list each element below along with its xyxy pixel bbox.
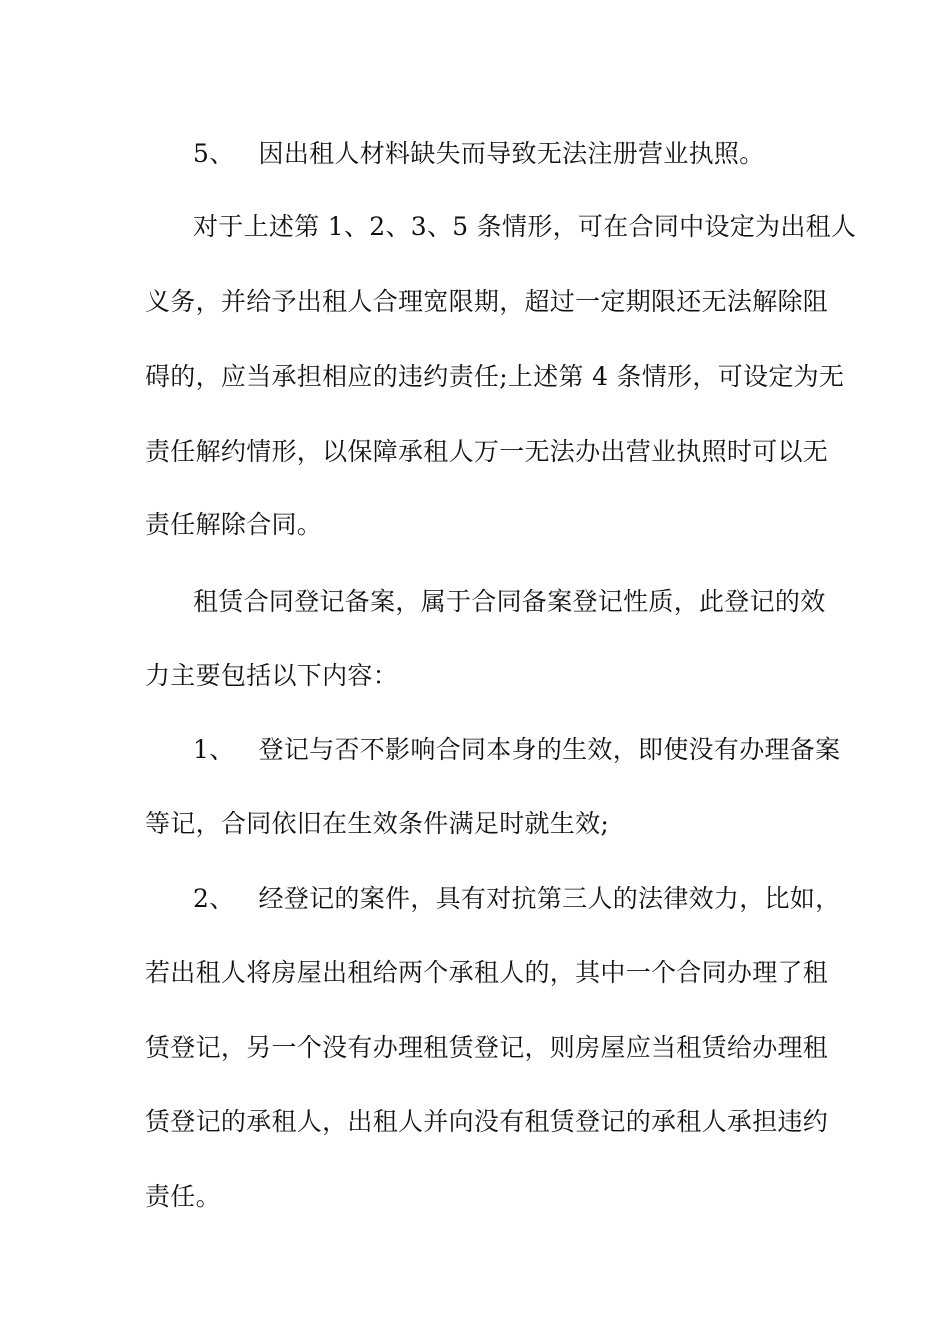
list-item-2: [193, 882, 841, 916]
list-text: 经登记的案件，具有对抗第三人的法律效力，比如，: [258, 884, 841, 913]
paragraph-line: 碍的，应当承担相应的违约责任;上述第 4 条情形，可设定为无: [145, 362, 845, 391]
list-text: 登记与否不影响合同本身的生效，即使没有办理备案: [258, 735, 841, 764]
paragraph-line: 责任解除合同。: [145, 510, 323, 539]
paragraph-line: 赁登记，另一个没有办理租赁登记，则房屋应当租赁给办理租: [145, 1033, 829, 1062]
list-number: 2、: [193, 884, 235, 913]
list-text: 因出租人材料缺失而导致无法注册营业执照。: [258, 139, 765, 168]
list-number: 5、: [193, 139, 235, 168]
list-item-1: [193, 733, 841, 767]
paragraph-line: 力主要包括以下内容：: [145, 661, 399, 690]
list-number: 1、: [193, 735, 235, 764]
paragraph-line: 若出租人将房屋出租给两个承租人的，其中一个合同办理了租: [145, 958, 829, 987]
paragraph-line: 等记，合同依旧在生效条件满足时就生效;: [145, 809, 610, 838]
list-item-5: [193, 137, 805, 171]
paragraph-line: 责任解约情形，以保障承租人万一无法办出营业执照时可以无: [145, 437, 829, 466]
paragraph-line: 对于上述第 1、2、3、5 条情形，可在合同中设定为出租人: [193, 212, 857, 241]
paragraph-line: 义务，并给予出租人合理宽限期，超过一定期限还无法解除阻: [145, 287, 829, 316]
paragraph-line: 责任。: [145, 1182, 221, 1211]
paragraph-line: 租赁合同登记备案，属于合同备案登记性质，此登记的效: [193, 587, 826, 616]
paragraph-line: 赁登记的承租人，出租人并向没有租赁登记的承租人承担违约: [145, 1107, 829, 1136]
